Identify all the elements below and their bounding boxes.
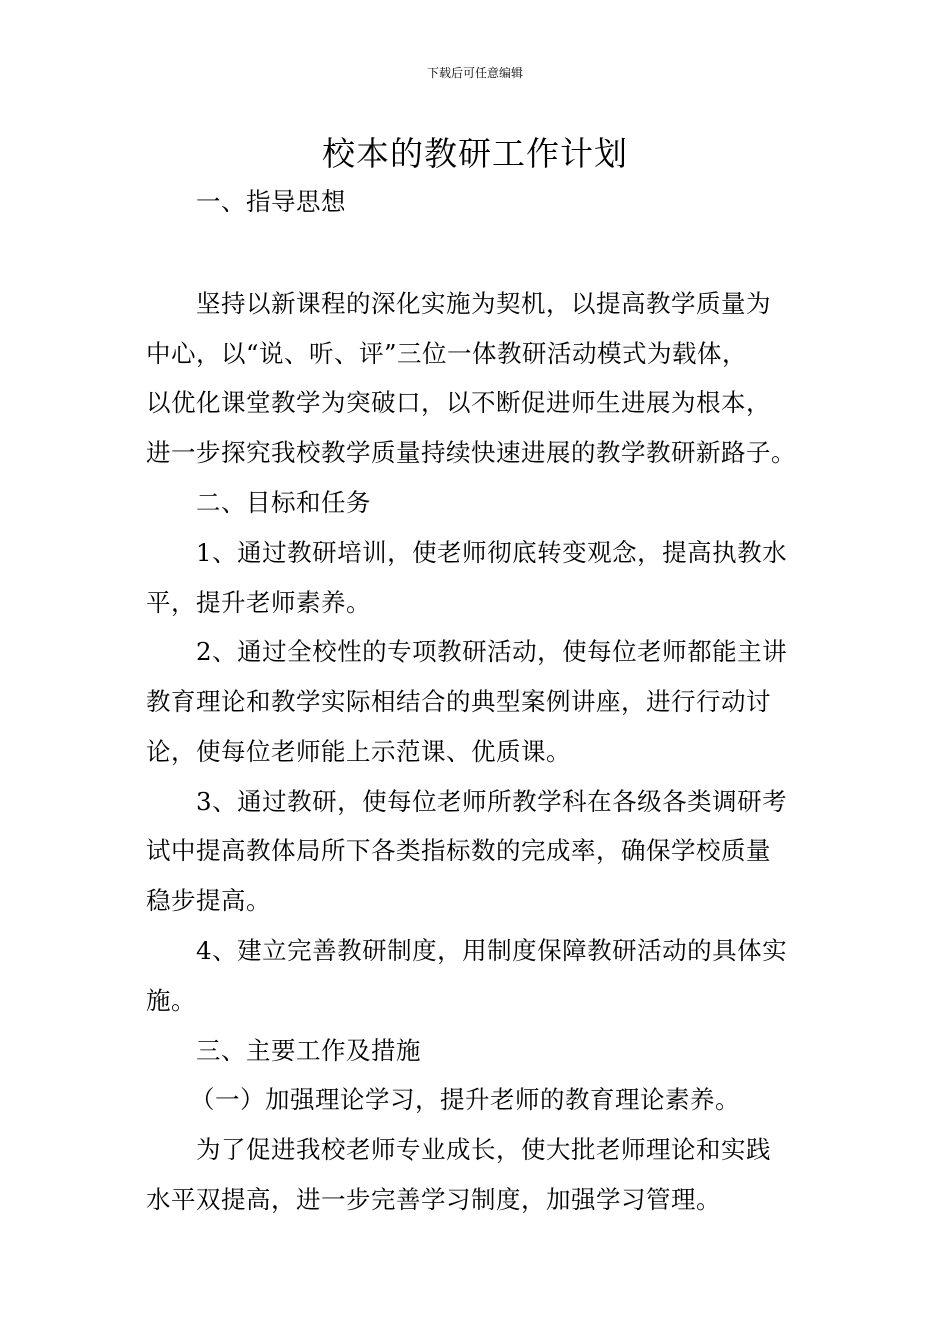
paragraph-line: 施。	[146, 986, 196, 1015]
paragraph-line: 试中提高教体局所下各类指标数的完成率，确保学校质量	[146, 836, 771, 865]
paragraph-line: 坚持以新课程的深化实施为契机，以提高教学质量为	[196, 289, 771, 318]
page-header: 下载后可任意编辑	[426, 66, 523, 80]
paragraph-line: 论，使每位老师能上示范课、优质课。	[146, 737, 571, 766]
paragraph-line: 平，提升老师素养。	[146, 588, 371, 617]
paragraph-line: 教育理论和教学实际相结合的典型案例讲座，进行行动讨	[146, 687, 771, 716]
paragraph-line: 2、通过全校性的专项教研活动，使每位老师都能主讲	[196, 637, 788, 666]
paragraph-line: 稳步提高。	[146, 886, 271, 915]
document-title: 校本的教研工作计划	[322, 134, 628, 173]
paragraph-line: 4、建立完善教研制度，用制度保障教研活动的具体实	[196, 936, 788, 965]
paragraph-line: 3、通过教研，使每位老师所教学科在各级各类调研考	[196, 787, 788, 816]
paragraph-line: 以优化课堂教学为突破口，以不断促进师生进展为根本，	[146, 388, 771, 417]
subsection-heading: （一）加强理论学习，提升老师的教育理论素养。	[190, 1085, 740, 1114]
paragraph-line: 1、通过教研培训，使老师彻底转变观念，提高执教水	[196, 538, 788, 567]
section-heading: 一、指导思想	[196, 187, 346, 216]
paragraph-line: 为了促进我校老师专业成长，使大批老师理论和实践	[196, 1135, 771, 1164]
paragraph-line: 中心，以“说、听、评”三位一体教研活动模式为载体，	[146, 339, 748, 368]
section-heading: 三、主要工作及措施	[196, 1036, 421, 1065]
paragraph-line: 水平双提高，进一步完善学习制度，加强学习管理。	[146, 1185, 721, 1214]
section-heading: 二、目标和任务	[196, 488, 371, 517]
paragraph-line: 进一步探究我校教学质量持续快速进展的教学教研新路子。	[146, 438, 796, 467]
